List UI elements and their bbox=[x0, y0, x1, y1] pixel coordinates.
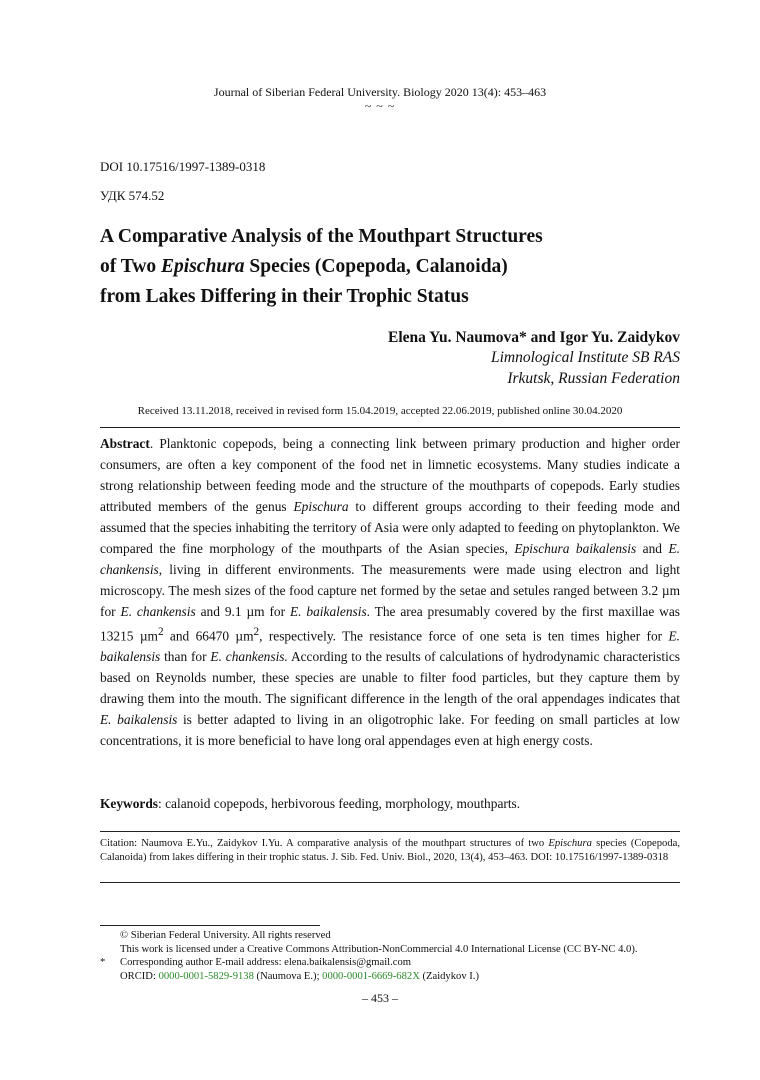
location: Irkutsk, Russian Federation bbox=[507, 370, 680, 387]
abstract-text: and 66470 µm bbox=[163, 628, 254, 644]
citation-genus: Epischura bbox=[548, 838, 592, 849]
orcid-label: ORCID: bbox=[120, 970, 159, 982]
article-title bbox=[100, 222, 660, 312]
species-name: E. baikalensis bbox=[289, 604, 367, 619]
header-ornament: ~ ~ ~ bbox=[364, 99, 396, 113]
abstract-label: Abstract bbox=[100, 436, 150, 451]
divider-citation-bottom bbox=[100, 882, 680, 883]
species-name: Epischura bbox=[293, 499, 349, 514]
abstract-text: and 9.1 µm for bbox=[195, 604, 290, 619]
abstract-text: , respectively. The resistance force of one seta is ten times higher for bbox=[259, 628, 669, 644]
orcid-name: (Zaidykov I.) bbox=[419, 970, 479, 982]
title-genus: Epischura bbox=[161, 256, 245, 277]
superscript: 2 bbox=[157, 626, 164, 638]
abstract-text: than for bbox=[160, 649, 211, 665]
title-line-3: from Lakes Differing in their Trophic Status bbox=[100, 286, 469, 307]
title-line-2 bbox=[100, 252, 660, 282]
keywords-label: Keywords bbox=[100, 796, 159, 811]
orcid-line bbox=[100, 970, 700, 984]
abstract-text: According to the results of calculations of hydrodynamic characteristics based on Reynolds number, these species are unable to filter food particles, but they capture them by drawing them into the mouth. The significant difference in the length of the oral appendages indicates that bbox=[100, 649, 680, 707]
footnote-divider bbox=[100, 925, 320, 926]
abstract-text: . Planktonic copepods, being a connecting link between primary production and higher order consumers, are often a key component of the food net in limnetic ecosystems. Many studies indicate a strong relationship between feeding mode and the structure of the mouthparts of copepods. Early studies attributed members of the genus bbox=[100, 436, 680, 514]
abstract bbox=[100, 433, 680, 751]
abstract-text: . The area presumably covered by the first maxillae was 13215 µm bbox=[100, 604, 680, 644]
species-name: Epischura baikalensis bbox=[514, 541, 637, 556]
asterisk: * bbox=[100, 957, 106, 969]
title-text: Species (Copepoda, Calanoida) bbox=[244, 256, 508, 277]
corresponding-email: Corresponding author E-mail address: elena.baikalensis@gmail.com bbox=[120, 957, 412, 969]
citation bbox=[100, 837, 680, 865]
orcid-link-zaidykov[interactable]: 0000-0001-6669-682X bbox=[322, 970, 420, 982]
footnotes bbox=[100, 929, 700, 983]
orcid-name: (Naumova E.); bbox=[253, 970, 323, 982]
citation-text: species (Copepoda, Calanoida) from lakes differing in their trophic status. J. Sib. Fed. Univ. Biol., 2020, 13(4), 453–463. DOI: 10.17516/1997-1389-0318 bbox=[100, 838, 680, 863]
keywords bbox=[100, 794, 680, 814]
doi: DOI 10.17516/1997-1389-0318 bbox=[100, 159, 266, 174]
abstract-text: , living in different environments. The measurements were made using electron and light microscopy. The mesh sizes of the food capture net formed by the setae and setules ranged between 3.2 µm for bbox=[100, 562, 680, 619]
species-name: E. chankensis bbox=[120, 604, 196, 619]
species-name: E. chankensis. bbox=[210, 649, 288, 665]
title-line-1: A Comparative Analysis of the Mouthpart Structures bbox=[100, 226, 543, 247]
divider-top bbox=[100, 427, 680, 428]
license: This work is licensed under a Creative Commons Attribution-NonCommercial 4.0 International License (CC BY-NC 4.0). bbox=[120, 943, 638, 955]
abstract-text: and bbox=[636, 541, 669, 556]
superscript: 2 bbox=[253, 626, 260, 638]
udk-code: УДК 574.52 bbox=[100, 188, 165, 203]
species-name: E. baikalensis bbox=[100, 628, 680, 665]
email-line bbox=[100, 956, 700, 970]
keywords-text: : calanoid copepods, herbivorous feeding, morphology, mouthparts. bbox=[158, 796, 521, 811]
publication-dates: Received 13.11.2018, received in revised form 15.04.2019, accepted 22.06.2019, published online 30.04.2020 bbox=[137, 405, 623, 417]
orcid-link-naumova[interactable]: 0000-0001-5829-9138 bbox=[158, 970, 254, 982]
journal-header: Journal of Siberian Federal University. Biology 2020 13(4): 453–463 bbox=[213, 85, 547, 99]
abstract-text: to different groups according to their feeding mode and assumed that the species inhabiting the territory of Asia were only adapted to feeding on phytoplankton. We compared the fine morphology of the mouthparts of the Asian species, bbox=[100, 499, 680, 556]
abstract-text: is better adapted to living in an oligotrophic lake. For feeding on small particles at low concentrations, it is more beneficial to have long oral appendages even at high energy costs. bbox=[100, 712, 680, 749]
species-name: E. baikalensis bbox=[100, 712, 178, 728]
authors: Elena Yu. Naumova* and Igor Yu. Zaidykov bbox=[387, 329, 680, 346]
affiliation bbox=[491, 347, 680, 389]
title-text: of Two bbox=[100, 256, 162, 277]
institution: Limnological Institute SB RAS bbox=[491, 349, 680, 366]
citation-text: Citation: Naumova E.Yu., Zaidykov I.Yu. A comparative analysis of the mouthpart structures of two bbox=[100, 838, 549, 849]
copyright-line bbox=[100, 929, 700, 943]
species-name: E. chankensis bbox=[100, 541, 680, 577]
page-number: – 453 – bbox=[362, 991, 398, 1005]
license-line bbox=[100, 943, 700, 957]
copyright: © Siberian Federal University. All rights reserved bbox=[120, 930, 331, 941]
orcid bbox=[120, 970, 479, 984]
divider-citation-top bbox=[100, 831, 680, 832]
